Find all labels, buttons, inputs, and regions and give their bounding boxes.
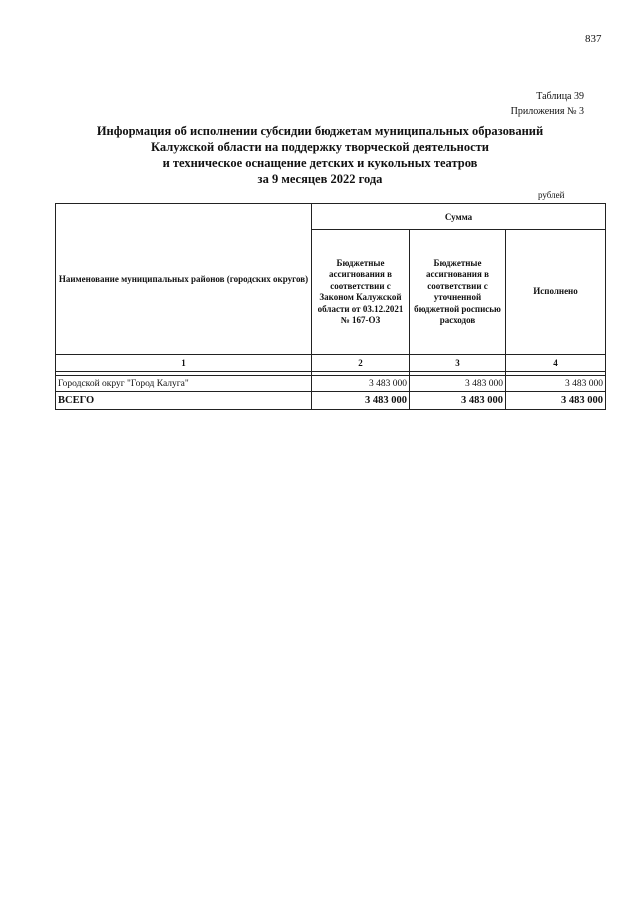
header-law-allocations: Бюджетные ассигнования в соответствии с Законом Калужской области от 03.12.2021 № 167-ОЗ	[312, 230, 410, 355]
column-number: 2	[312, 355, 410, 372]
executed-value: 3 483 000	[506, 376, 606, 392]
law-allocation-value: 3 483 000	[312, 376, 410, 392]
subsidy-table	[55, 203, 606, 410]
table-number: Таблица 39	[536, 91, 584, 102]
units-label: рублей	[538, 190, 565, 200]
total-row	[56, 392, 606, 410]
budget-allocation-value: 3 483 000	[410, 376, 506, 392]
total-budget-allocation: 3 483 000	[410, 392, 506, 410]
table-reference	[511, 89, 584, 119]
title-line-3: и техническое оснащение детских и кукольных театров	[162, 156, 478, 170]
header-executed: Исполнено	[506, 230, 606, 355]
page-number: 837	[585, 33, 602, 45]
title-line-4: за 9 месяцев 2022 года	[257, 172, 383, 186]
total-executed: 3 483 000	[506, 392, 606, 410]
document-title	[40, 123, 600, 187]
table-row	[56, 376, 606, 392]
column-number: 4	[506, 355, 606, 372]
column-number: 3	[410, 355, 506, 372]
appendix-number: Приложения № 3	[510, 106, 584, 117]
total-label: ВСЕГО	[56, 392, 312, 410]
title-line-1: Информация об исполнении субсидии бюджетам муниципальных образований	[96, 124, 544, 138]
column-numbers-row	[56, 355, 606, 372]
column-number: 1	[56, 355, 312, 372]
header-sum: Сумма	[312, 204, 606, 230]
header-budget-allocations: Бюджетные ассигнования в соответствии с уточненной бюджетной росписью расходов	[410, 230, 506, 355]
municipality-name: Городской округ "Город Калуга"	[56, 376, 312, 392]
header-municipality: Наименование муниципальных районов (городских округов)	[56, 204, 312, 355]
title-line-2: Калужской области на поддержку творческой деятельности	[150, 140, 489, 154]
total-law-allocation: 3 483 000	[312, 392, 410, 410]
